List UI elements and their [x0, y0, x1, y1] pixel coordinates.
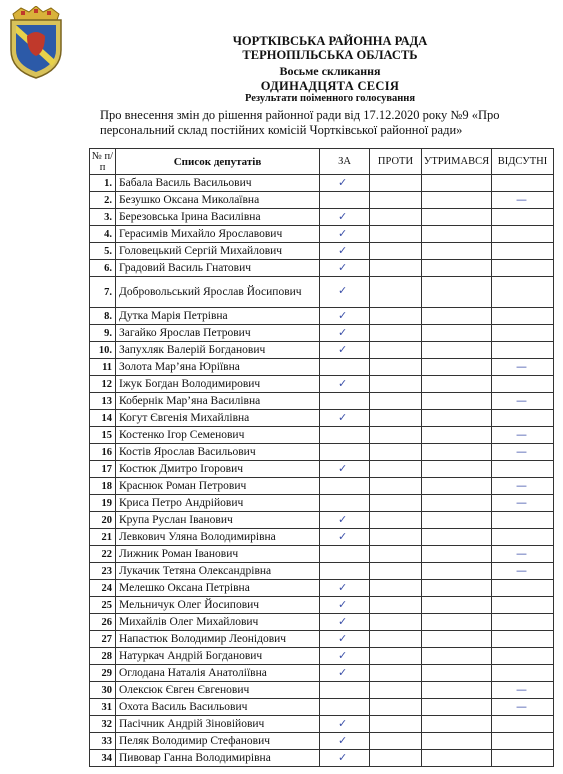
vote-cell-for: [320, 750, 370, 767]
vote-cell-for: [320, 699, 370, 716]
vote-cell-absent: [492, 461, 554, 478]
vote-cell-abstain: [422, 308, 492, 325]
deputy-name: Пивовар Ганна Володимирівна: [116, 750, 320, 767]
decision-subject: Про внесення змін до рішення районної ради від 17.12.2020 року №9 «Про персональний склад постійних комісій Чортківської районної ради»: [100, 108, 500, 137]
vote-cell-for: [320, 648, 370, 665]
vote-cell-abstain: [422, 209, 492, 226]
vote-cell-absent: [492, 750, 554, 767]
col-abstain: УТРИМАВСЯ: [422, 149, 492, 175]
deputy-name: Костів Ярослав Васильович: [116, 444, 320, 461]
vote-cell-absent: [492, 260, 554, 277]
vote-cell-absent: [492, 733, 554, 750]
absent-dash-mark: —: [516, 683, 527, 696]
table-row: [90, 226, 554, 243]
vote-cell-for: [320, 444, 370, 461]
deputy-name: Напастюк Володимир Леонідович: [116, 631, 320, 648]
vote-cell-against: [370, 427, 422, 444]
vote-cell-for: [320, 308, 370, 325]
vote-cell-abstain: [422, 750, 492, 767]
table-row: [90, 512, 554, 529]
deputy-name: Охота Василь Васильович: [116, 699, 320, 716]
vote-cell-for: [320, 716, 370, 733]
convocation: Восьме скликання: [279, 64, 381, 78]
row-number: 32: [90, 716, 116, 733]
table-row: [90, 308, 554, 325]
deputy-name: Кобернік Мар’яна Василівна: [116, 393, 320, 410]
vote-results-title: Результати поіменного голосування: [244, 93, 416, 104]
region-name: ТЕРНОПІЛЬСЬКА ОБЛАСТЬ: [242, 48, 418, 62]
deputy-name: Загайко Ярослав Петрович: [116, 325, 320, 342]
check-mark: ✓: [338, 717, 348, 730]
col-against: ПРОТИ: [370, 149, 422, 175]
vote-cell-against: [370, 376, 422, 393]
vote-cell-against: [370, 512, 422, 529]
row-number: 17: [90, 461, 116, 478]
absent-dash-mark: —: [516, 360, 527, 373]
vote-cell-abstain: [422, 529, 492, 546]
vote-cell-against: [370, 359, 422, 376]
deputy-name: Костенко Ігор Семенович: [116, 427, 320, 444]
vote-cell-abstain: [422, 597, 492, 614]
roll-call-table: [89, 148, 554, 767]
check-mark: ✓: [338, 513, 348, 526]
vote-cell-against: [370, 226, 422, 243]
check-mark: ✓: [338, 632, 348, 645]
vote-cell-abstain: [422, 495, 492, 512]
vote-cell-abstain: [422, 682, 492, 699]
vote-cell-absent: [492, 580, 554, 597]
row-number: 20: [90, 512, 116, 529]
check-mark: ✓: [338, 666, 348, 679]
vote-cell-abstain: [422, 226, 492, 243]
vote-cell-abstain: [422, 277, 492, 308]
vote-cell-abstain: [422, 410, 492, 427]
table-row: [90, 175, 554, 192]
vote-cell-for: [320, 376, 370, 393]
absent-dash-mark: —: [516, 547, 527, 560]
vote-cell-abstain: [422, 342, 492, 359]
vote-cell-abstain: [422, 260, 492, 277]
row-number: 27: [90, 631, 116, 648]
vote-cell-absent: [492, 648, 554, 665]
check-mark: ✓: [338, 462, 348, 475]
table-row: [90, 597, 554, 614]
row-number: 31: [90, 699, 116, 716]
row-number: 34: [90, 750, 116, 767]
row-number: 5.: [90, 243, 116, 260]
vote-cell-for: [320, 461, 370, 478]
vote-cell-absent: [492, 614, 554, 631]
vote-cell-absent: [492, 427, 554, 444]
vote-cell-against: [370, 209, 422, 226]
vote-cell-abstain: [422, 716, 492, 733]
deputy-name: Пеляк Володимир Стефанович: [116, 733, 320, 750]
row-number: 30: [90, 682, 116, 699]
check-mark: ✓: [338, 649, 348, 662]
table-row: [90, 648, 554, 665]
deputy-name: Березовська Ірина Василівна: [116, 209, 320, 226]
vote-cell-against: [370, 682, 422, 699]
check-mark: ✓: [338, 210, 348, 223]
check-mark: ✓: [338, 598, 348, 611]
vote-cell-abstain: [422, 376, 492, 393]
col-for: ЗА: [320, 149, 370, 175]
absent-dash-mark: —: [516, 479, 527, 492]
vote-cell-for: [320, 192, 370, 209]
row-number: 23: [90, 563, 116, 580]
vote-cell-abstain: [422, 512, 492, 529]
vote-cell-absent: [492, 175, 554, 192]
vote-cell-against: [370, 631, 422, 648]
deputy-name: Дутка Марія Петрівна: [116, 308, 320, 325]
vote-cell-abstain: [422, 427, 492, 444]
check-mark: ✓: [338, 343, 348, 356]
col-number: № п/п: [90, 149, 116, 175]
table-row: [90, 209, 554, 226]
absent-dash-mark: —: [516, 193, 527, 206]
vote-cell-absent: [492, 325, 554, 342]
vote-cell-abstain: [422, 614, 492, 631]
row-number: 3.: [90, 209, 116, 226]
vote-cell-abstain: [422, 461, 492, 478]
check-mark: ✓: [338, 411, 348, 424]
check-mark: ✓: [338, 377, 348, 390]
row-number: 10.: [90, 342, 116, 359]
vote-cell-absent: [492, 597, 554, 614]
row-number: 21: [90, 529, 116, 546]
vote-cell-abstain: [422, 631, 492, 648]
deputy-name: Михайлів Олег Михайлович: [116, 614, 320, 631]
check-mark: ✓: [338, 227, 348, 240]
absent-dash-mark: —: [516, 496, 527, 509]
vote-cell-abstain: [422, 444, 492, 461]
vote-cell-against: [370, 716, 422, 733]
row-number: 1.: [90, 175, 116, 192]
deputy-name: Костюк Дмитро Ігорович: [116, 461, 320, 478]
table-row: [90, 563, 554, 580]
vote-cell-absent: [492, 209, 554, 226]
deputy-name: Олексюк Євген Євгенович: [116, 682, 320, 699]
table-row: [90, 427, 554, 444]
vote-cell-absent: [492, 631, 554, 648]
vote-cell-absent: [492, 192, 554, 209]
row-number: 24: [90, 580, 116, 597]
table-row: [90, 614, 554, 631]
vote-cell-for: [320, 277, 370, 308]
vote-cell-for: [320, 478, 370, 495]
check-mark: ✓: [338, 244, 348, 257]
vote-cell-absent: [492, 699, 554, 716]
vote-cell-absent: [492, 563, 554, 580]
absent-dash-mark: —: [516, 445, 527, 458]
deputy-name: Оглодана Наталія Анатоліївна: [116, 665, 320, 682]
deputy-name: Градовий Василь Гнатович: [116, 260, 320, 277]
row-number: 8.: [90, 308, 116, 325]
table-row: [90, 478, 554, 495]
table-row: [90, 546, 554, 563]
table-row: [90, 529, 554, 546]
vote-cell-for: [320, 209, 370, 226]
check-mark: ✓: [338, 176, 348, 189]
table-row: [90, 682, 554, 699]
table-row: [90, 733, 554, 750]
vote-cell-for: [320, 342, 370, 359]
deputy-name: Золота Мар’яна Юріївна: [116, 359, 320, 376]
table-row: [90, 342, 554, 359]
vote-cell-for: [320, 665, 370, 682]
vote-cell-for: [320, 597, 370, 614]
row-number: 22: [90, 546, 116, 563]
deputy-name: Бабала Василь Васильович: [116, 175, 320, 192]
vote-cell-against: [370, 175, 422, 192]
vote-cell-absent: [492, 376, 554, 393]
vote-cell-absent: [492, 243, 554, 260]
vote-cell-against: [370, 192, 422, 209]
check-mark: ✓: [338, 734, 348, 747]
vote-cell-for: [320, 325, 370, 342]
vote-cell-against: [370, 410, 422, 427]
absent-dash-mark: —: [516, 394, 527, 407]
row-number: 29: [90, 665, 116, 682]
vote-cell-against: [370, 325, 422, 342]
vote-cell-for: [320, 580, 370, 597]
deputy-name: Левкович Уляна Володимирівна: [116, 529, 320, 546]
vote-cell-absent: [492, 512, 554, 529]
vote-cell-against: [370, 580, 422, 597]
vote-cell-against: [370, 699, 422, 716]
vote-cell-abstain: [422, 699, 492, 716]
vote-cell-abstain: [422, 325, 492, 342]
vote-cell-for: [320, 631, 370, 648]
vote-cell-absent: [492, 478, 554, 495]
vote-cell-against: [370, 243, 422, 260]
deputy-name: Добровольський Ярослав Йосипович: [116, 277, 320, 308]
vote-cell-against: [370, 277, 422, 308]
row-number: 6.: [90, 260, 116, 277]
vote-cell-abstain: [422, 359, 492, 376]
vote-cell-for: [320, 733, 370, 750]
vote-cell-against: [370, 444, 422, 461]
vote-cell-for: [320, 226, 370, 243]
row-number: 2.: [90, 192, 116, 209]
deputy-name: Натуркач Андрій Богданович: [116, 648, 320, 665]
row-number: 18: [90, 478, 116, 495]
table-row: [90, 410, 554, 427]
vote-cell-against: [370, 393, 422, 410]
vote-cell-against: [370, 495, 422, 512]
row-number: 26: [90, 614, 116, 631]
absent-dash-mark: —: [516, 428, 527, 441]
vote-cell-against: [370, 665, 422, 682]
row-number: 28: [90, 648, 116, 665]
check-mark: ✓: [338, 326, 348, 339]
vote-cell-abstain: [422, 478, 492, 495]
vote-cell-abstain: [422, 733, 492, 750]
deputy-name: Когут Євгенія Михайлівна: [116, 410, 320, 427]
vote-cell-abstain: [422, 546, 492, 563]
vote-cell-absent: [492, 393, 554, 410]
vote-cell-for: [320, 546, 370, 563]
vote-cell-absent: [492, 682, 554, 699]
vote-cell-for: [320, 682, 370, 699]
deputy-name: Іжук Богдан Володимирович: [116, 376, 320, 393]
vote-cell-for: [320, 427, 370, 444]
vote-cell-for: [320, 512, 370, 529]
vote-cell-abstain: [422, 648, 492, 665]
vote-cell-against: [370, 308, 422, 325]
table-row: [90, 444, 554, 461]
vote-cell-against: [370, 529, 422, 546]
vote-cell-absent: [492, 495, 554, 512]
vote-cell-for: [320, 393, 370, 410]
session-title: ОДИНАДЦЯТА СЕСІЯ: [260, 79, 400, 93]
table-row: [90, 393, 554, 410]
col-deputies: Список депутатів: [116, 149, 320, 175]
vote-cell-absent: [492, 444, 554, 461]
col-absent: ВІДСУТНІ: [492, 149, 554, 175]
row-number: 7.: [90, 277, 116, 308]
row-number: 14: [90, 410, 116, 427]
vote-cell-abstain: [422, 243, 492, 260]
vote-cell-abstain: [422, 563, 492, 580]
vote-cell-for: [320, 614, 370, 631]
vote-cell-abstain: [422, 580, 492, 597]
table-row: [90, 631, 554, 648]
vote-cell-absent: [492, 308, 554, 325]
table-row: [90, 716, 554, 733]
vote-cell-against: [370, 597, 422, 614]
deputy-name: Лижник Роман Іванович: [116, 546, 320, 563]
check-mark: ✓: [338, 615, 348, 628]
row-number: 4.: [90, 226, 116, 243]
row-number: 19: [90, 495, 116, 512]
deputy-name: Запухляк Валерій Богданович: [116, 342, 320, 359]
vote-cell-absent: [492, 716, 554, 733]
table-row: [90, 260, 554, 277]
table-row: [90, 461, 554, 478]
vote-cell-against: [370, 614, 422, 631]
vote-cell-for: [320, 529, 370, 546]
row-number: 13: [90, 393, 116, 410]
vote-cell-for: [320, 563, 370, 580]
check-mark: ✓: [338, 309, 348, 322]
check-mark: ✓: [338, 261, 348, 274]
table-row: [90, 359, 554, 376]
vote-cell-for: [320, 243, 370, 260]
row-number: 25: [90, 597, 116, 614]
check-mark: ✓: [338, 751, 348, 764]
vote-cell-abstain: [422, 665, 492, 682]
deputy-name: Крупа Руслан Іванович: [116, 512, 320, 529]
vote-cell-against: [370, 648, 422, 665]
row-number: 12: [90, 376, 116, 393]
table-row: [90, 580, 554, 597]
check-mark: ✓: [338, 581, 348, 594]
table-row: [90, 192, 554, 209]
table-row: [90, 376, 554, 393]
absent-dash-mark: —: [516, 700, 527, 713]
row-number: 16: [90, 444, 116, 461]
vote-cell-against: [370, 563, 422, 580]
vote-cell-absent: [492, 277, 554, 308]
deputy-name: Пасічник Андрій Зіновійович: [116, 716, 320, 733]
absent-dash-mark: —: [516, 564, 527, 577]
vote-cell-for: [320, 495, 370, 512]
table-row: [90, 325, 554, 342]
vote-cell-absent: [492, 529, 554, 546]
vote-cell-abstain: [422, 393, 492, 410]
vote-cell-for: [320, 359, 370, 376]
vote-cell-absent: [492, 665, 554, 682]
vote-cell-absent: [492, 226, 554, 243]
table-row: [90, 243, 554, 260]
deputy-name: Безушко Оксана Миколаївна: [116, 192, 320, 209]
table-row: [90, 277, 554, 308]
table-row: [90, 665, 554, 682]
vote-cell-against: [370, 733, 422, 750]
vote-cell-absent: [492, 359, 554, 376]
deputy-name: Мелешко Оксана Петрівна: [116, 580, 320, 597]
vote-cell-against: [370, 750, 422, 767]
deputy-name: Головецький Сергій Михайлович: [116, 243, 320, 260]
row-number: 11: [90, 359, 116, 376]
row-number: 15: [90, 427, 116, 444]
vote-cell-against: [370, 342, 422, 359]
vote-cell-absent: [492, 546, 554, 563]
vote-cell-for: [320, 175, 370, 192]
check-mark: ✓: [338, 284, 348, 297]
coat-of-arms-icon: [7, 6, 65, 80]
vote-cell-abstain: [422, 192, 492, 209]
vote-cell-for: [320, 410, 370, 427]
vote-cell-absent: [492, 410, 554, 427]
deputy-name: Мельничук Олег Йосипович: [116, 597, 320, 614]
vote-cell-against: [370, 546, 422, 563]
check-mark: ✓: [338, 530, 348, 543]
vote-cell-against: [370, 478, 422, 495]
table-row: [90, 699, 554, 716]
table-row: [90, 495, 554, 512]
vote-cell-against: [370, 461, 422, 478]
deputy-name: Герасимів Михайло Ярославович: [116, 226, 320, 243]
deputy-name: Криса Петро Андрійович: [116, 495, 320, 512]
vote-cell-absent: [492, 342, 554, 359]
vote-cell-against: [370, 260, 422, 277]
vote-cell-for: [320, 260, 370, 277]
vote-cell-abstain: [422, 175, 492, 192]
row-number: 9.: [90, 325, 116, 342]
table-row: [90, 750, 554, 767]
deputy-name: Краснюк Роман Петрович: [116, 478, 320, 495]
deputy-name: Лукачик Тетяна Олександрівна: [116, 563, 320, 580]
council-name: ЧОРТКІВСЬКА РАЙОННА РАДА: [232, 34, 428, 48]
row-number: 33: [90, 733, 116, 750]
